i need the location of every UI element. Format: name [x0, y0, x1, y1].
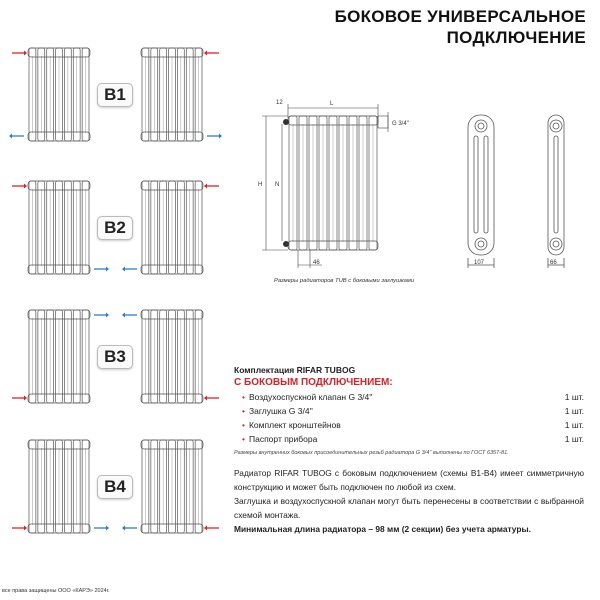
radiator-right-B2: [141, 181, 203, 274]
return-arrow-icon: [94, 526, 109, 531]
bullet-icon: •: [242, 434, 245, 444]
return-arrow-icon: [9, 134, 24, 139]
supply-arrow-icon: [12, 526, 27, 531]
radiator-right-B4: [141, 440, 203, 533]
return-arrow-icon: [94, 267, 109, 272]
dim-depth-107: 107: [474, 260, 485, 266]
radiator-front-view: [283, 116, 378, 250]
radiator-right-B3: [141, 310, 203, 403]
page-title: БОКОВОЕ УНИВЕРСАЛЬНОЕ ПОДКЛЮЧЕНИЕ: [334, 7, 586, 47]
copyright: все права защищены ООО «КАРЭ» 2024г.: [2, 588, 110, 594]
dim-depth-66: 66: [550, 260, 557, 266]
supply-arrow-icon: [204, 526, 219, 531]
list-item: • Заглушка G 3/4'' 1 шт.: [242, 406, 584, 416]
return-arrow-icon: [207, 134, 222, 139]
return-arrow-icon: [122, 313, 137, 318]
radiator-left-B1: [28, 48, 90, 141]
scheme-label-B1: B1: [97, 83, 133, 107]
dim-length: L: [330, 101, 334, 107]
kit-list: [234, 392, 584, 448]
list-item: • Воздухоспускной клапан G 3/4'' 1 шт.: [242, 392, 584, 402]
radiator-left-B4: [28, 440, 90, 533]
list-item: • Паспорт прибора 1 шт.: [242, 434, 584, 444]
dim-height: H: [258, 182, 263, 188]
return-arrow-icon: [94, 313, 109, 318]
supply-arrow-icon: [12, 396, 27, 401]
description: Радиатор RIFAR TUBOG с боковым подключением (схемы В1-В4) имеет симметричную конструкцию и может быть подключен по любой из схем. Заглушка и воздухоспускной клапан могут быть перенесены в соответствии с выбранной схемой монтажа. Минимальная длина радиатора – 98 мм (2 секции) без учета арматуры.: [234, 468, 584, 534]
scheme-label-B4: B4: [97, 475, 133, 499]
dim-offset: 12: [276, 100, 283, 106]
radiator-left-B3: [28, 310, 90, 403]
return-arrow-icon: [122, 267, 137, 272]
bullet-icon: •: [242, 420, 245, 430]
kit-subheading: С БОКОВЫМ ПОДКЛЮЧЕНИЕМ:: [234, 377, 393, 388]
dim-axis: N: [275, 182, 280, 188]
bullet-icon: •: [242, 392, 245, 402]
dim-thread: G 3/4'': [392, 121, 409, 127]
radiator-side-view-2col: [548, 115, 564, 268]
return-arrow-icon: [122, 526, 137, 531]
dim-pitch: 46: [313, 260, 320, 266]
kit-heading: Комплектация RIFAR TUBOG: [234, 365, 356, 375]
supply-arrow-icon: [12, 184, 27, 189]
radiator-left-B2: [28, 181, 90, 274]
drawing-caption: Размеры радиаторов TUB с боковыми заглушками: [274, 278, 415, 284]
supply-arrow-icon: [204, 51, 219, 56]
list-item: • Комплект кронштейнов 1 шт.: [242, 420, 584, 430]
radiator-side-view-3col: [468, 115, 494, 268]
supply-arrow-icon: [12, 51, 27, 56]
supply-arrow-icon: [204, 184, 219, 189]
supply-arrow-icon: [204, 396, 219, 401]
radiator-right-B1: [141, 48, 203, 141]
kit-note: Размеры внутренних боковых присоединительных резьб радиатора G 3/4'' выполнены по ГОСТ 6357-81.: [234, 450, 509, 456]
kit-section: [234, 365, 584, 456]
scheme-label-B2: B2: [97, 216, 133, 240]
scheme-label-B3: B3: [97, 345, 133, 369]
dimension-drawing: [250, 90, 600, 280]
bullet-icon: •: [242, 406, 245, 416]
